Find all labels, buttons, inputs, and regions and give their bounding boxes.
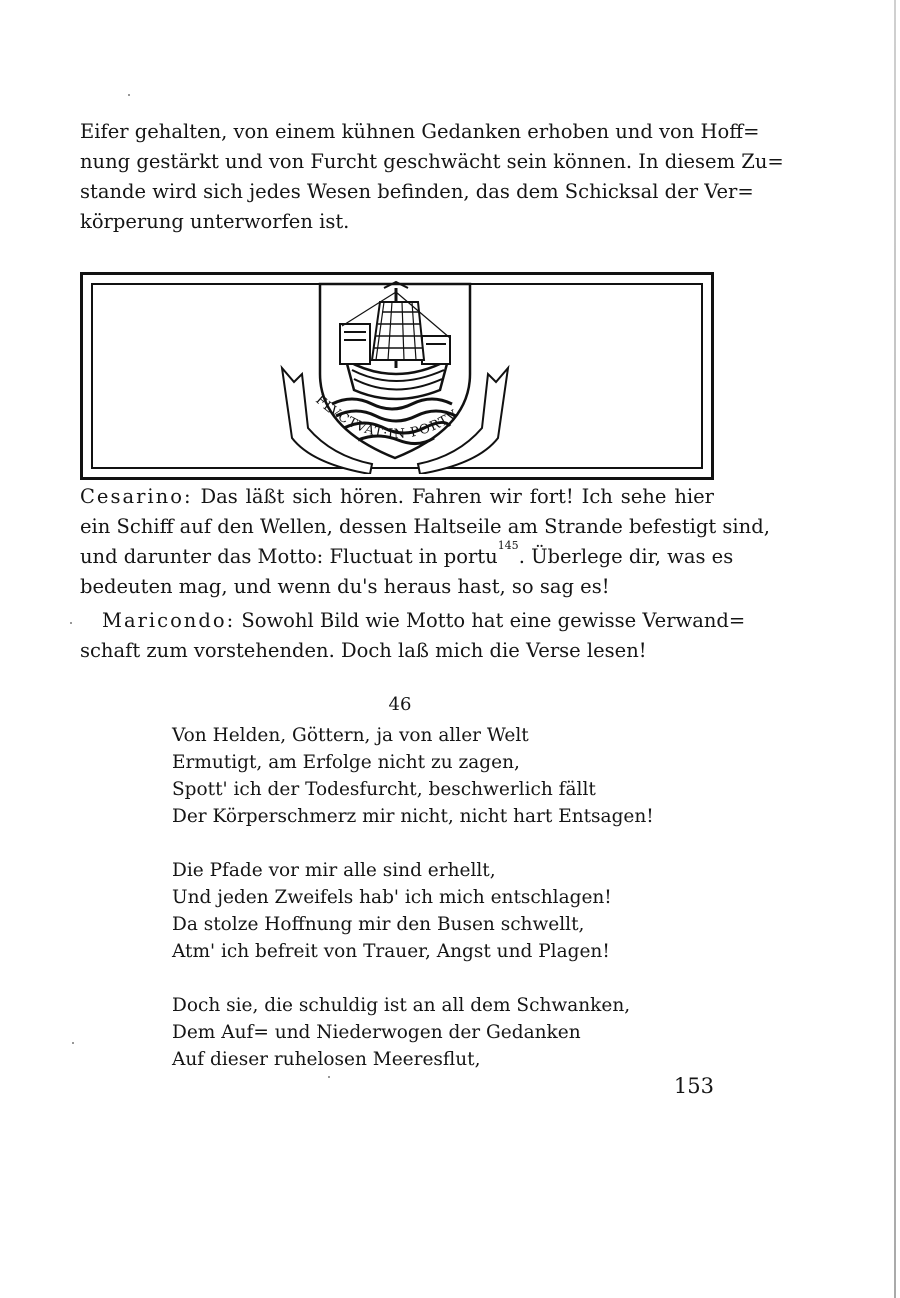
text-line: Maricondo: Sowohl Bild wie Motto hat eine gewisse Verwand= [102,609,746,632]
verse-line: Von Helden, Göttern, ja von aller Welt [172,725,529,746]
verse-line: Ermutigt, am Erfolge nicht zu zagen, [172,752,520,773]
print-speck [328,1076,330,1078]
poem-number: 46 [388,694,412,715]
text-line: Cesarino: Das läßt sich hören. Fahren wir fort! Ich sehe hier [80,485,714,508]
footnote-marker: 145 [497,539,519,552]
verse-line: Und jeden Zweifels hab' ich mich entschlagen! [172,887,612,908]
stanza [172,992,654,1073]
text-line: ein Schiff auf den Wellen, dessen Haltseile am Strande befestigt sind, [80,515,770,538]
text-line: nung gestärkt und von Furcht geschwächt sein können. In diesem Zu= [80,150,784,173]
print-speck [128,94,130,96]
stanza [172,857,654,965]
print-speck [72,1042,74,1044]
poem [172,722,654,1100]
verse-line: Dem Auf= und Niederwogen der Gedanken [172,1022,581,1043]
text-line: Eifer gehalten, von einem kühnen Gedanken erhoben und von Hoff= [80,120,760,143]
verse-line: Auf dieser ruhelosen Meeresflut, [172,1049,481,1070]
text-line: schaft zum vorstehenden. Doch laß mich die Verse lesen! [80,639,647,662]
verse-line: Der Körperschmerz mir nicht, nicht hart Entsagen! [172,806,654,827]
ship-emblem-image [272,278,518,474]
verse-line: Doch sie, die schuldig ist an all dem Schwanken, [172,995,631,1016]
verse-line: Atm' ich befreit von Trauer, Angst und Plagen! [172,941,610,962]
paragraph-maricondo [80,606,746,666]
page-number: 153 [673,1074,714,1098]
emblem-motto: FLVCTVAT·IN·PORTV [312,392,462,443]
verse-line: Die Pfade vor mir alle sind erhellt, [172,860,496,881]
text-line: körperung unterworfen ist. [80,210,350,233]
paragraph-cesarino [80,482,770,602]
text-line: stande wird sich jedes Wesen befinden, das dem Schicksal der Ver= [80,180,754,203]
page-edge [894,0,896,1298]
ship-castle-aft [340,324,370,364]
paragraph-intro [80,117,784,237]
text-line: und darunter das Motto: Fluctuat in portu$^{145}$. Überlege dir, was es [80,539,734,568]
stanza [172,722,654,830]
print-speck [70,622,72,624]
verse-line: Da stolze Hoffnung mir den Busen schwellt, [172,914,585,935]
text-line: bedeuten mag, und wenn du's heraus hast, so sag es! [80,575,610,598]
speaker-name: Cesarino: [80,485,193,508]
speaker-name: Maricondo: [102,609,236,632]
verse-line: Spott' ich der Todesfurcht, beschwerlich fällt [172,779,596,800]
